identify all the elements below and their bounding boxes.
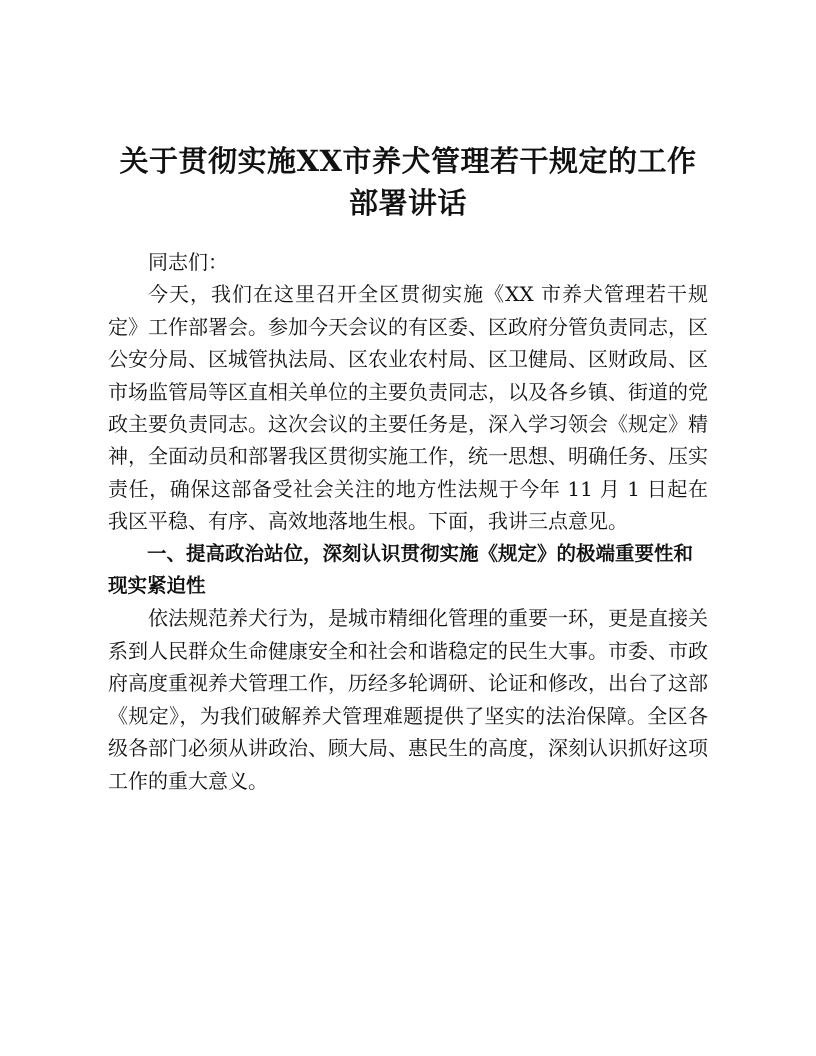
document-title xyxy=(108,140,708,224)
title-line-2: 部署讲话 xyxy=(348,186,467,220)
document-body xyxy=(108,246,708,797)
section-1-paragraph: 依法规范养犬行为，是城市精细化管理的重要一环，更是直接关系到人民群众生命健康安全和社会和谐稳定的民生大事。市委、市政府高度重视养犬管理工作，历经多轮调研、论证和修改，出台了这部《规定》，为我们破解养犬管理难题提供了坚实的法治保障。全区各级各部门必须从讲政治、顾大局、惠民生的高度，深刻认识抓好这项工作的重大意义。 xyxy=(108,606,708,793)
document-page xyxy=(108,140,708,797)
section-1-heading: 一、提高政治站位，深刻认识贯彻实施《规定》的极端重要性和现实紧迫性 xyxy=(108,541,694,598)
salutation: 同志们： xyxy=(148,250,228,274)
title-line-1: 关于贯彻实施XX市养犬管理若干规定的工作 xyxy=(119,144,697,178)
intro-paragraph: 今天，我们在这里召开全区贯彻实施《XX 市养犬管理若干规定》工作部署会。参加今天会议的有区委、区政府分管负责同志，区公安分局、区城管执法局、区农业农村局、区卫健局、区财政局、区市场监管局等区直相关单位的主要负责同志，以及各乡镇、街道的党政主要负责同志。这次会议的主要任务是，深入学习领会《规定》精神，全面动员和部署我区贯彻实施工作，统一思想、明确任务、压实责任，确保这部备受社会关注的地方性法规于今年 11 月 1 日起在我区平稳、有序、高效地落地生根。下面，我讲三点意见。 xyxy=(108,282,708,534)
